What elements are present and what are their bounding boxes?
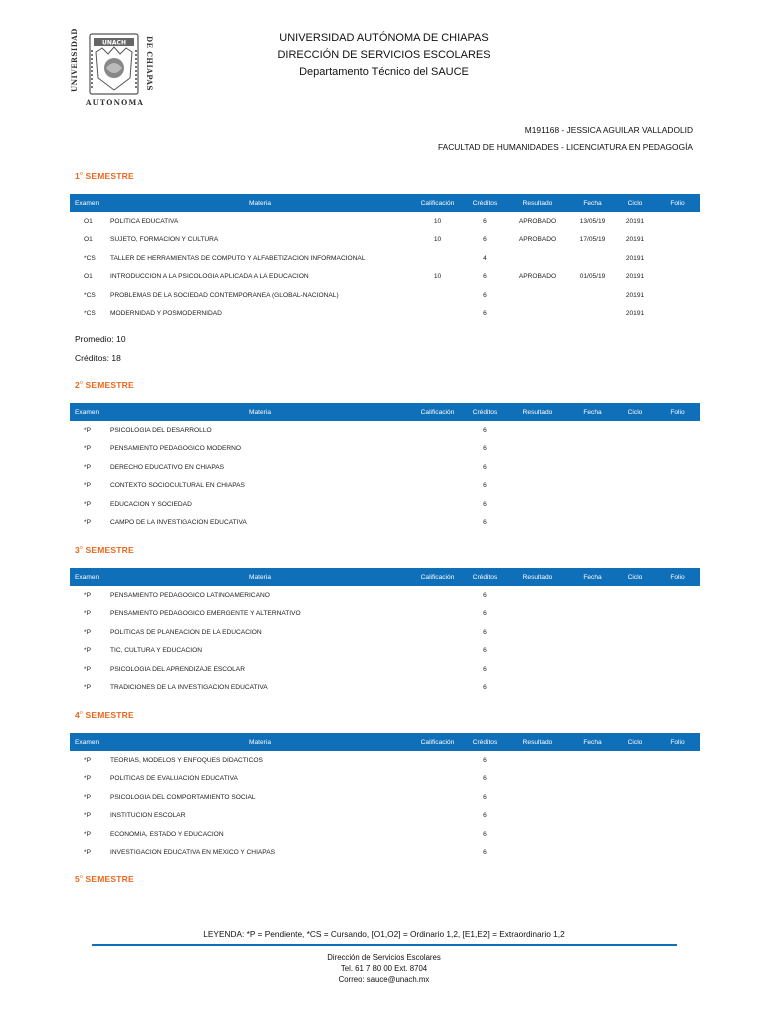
- cell-resultado: [505, 788, 570, 807]
- column-header-creditos: Créditos: [465, 568, 505, 586]
- cell-resultado: [505, 421, 570, 440]
- cell-resultado: [505, 586, 570, 605]
- cell-calificacion: [410, 623, 465, 642]
- cell-examen: *P: [84, 756, 91, 764]
- cell-fecha: [570, 642, 615, 661]
- cell-folio: [655, 660, 700, 679]
- cell-calificacion: [410, 660, 465, 679]
- column-header-resultado: Resultado: [505, 733, 570, 751]
- logo-text-bottom: AUTONOMA: [85, 98, 145, 107]
- cell-examen: *P: [84, 830, 91, 838]
- cell-examen: *P: [84, 610, 91, 618]
- cell-creditos: 6: [483, 684, 487, 692]
- cell-materia: INSTITUCION ESCOLAR: [110, 812, 186, 820]
- table-header-row: [70, 194, 700, 212]
- column-header-ciclo: Ciclo: [615, 733, 655, 751]
- cell-calificacion: [410, 477, 465, 496]
- cell-materia: MODERNIDAD Y POSMODERNIDAD: [110, 310, 222, 318]
- table-row: [70, 268, 700, 287]
- column-header-resultado: Resultado: [505, 403, 570, 421]
- cell-creditos: 6: [483, 519, 487, 527]
- cell-fecha: [570, 770, 615, 789]
- cell-materia: TEORIAS, MODELOS Y ENFOQUES DIDACTICOS: [110, 756, 263, 764]
- cell-fecha: [570, 623, 615, 642]
- cell-creditos: 6: [483, 273, 487, 281]
- cell-examen: O1: [84, 236, 93, 244]
- cell-fecha: [570, 586, 615, 605]
- cell-ciclo: [615, 844, 655, 863]
- cell-materia: PENSAMIENTO PEDAGOGICO EMERGENTE Y ALTERNATIVO: [110, 610, 301, 618]
- semester-2-title: 2$^o$ SEMESTRE: [75, 380, 134, 390]
- student-info: [438, 122, 693, 155]
- column-header-fecha: Fecha: [570, 568, 615, 586]
- cell-examen: *P: [84, 628, 91, 636]
- cell-calificacion: [410, 440, 465, 459]
- cell-creditos: 4: [483, 254, 487, 262]
- table-row: [70, 788, 700, 807]
- cell-creditos: 6: [483, 236, 487, 244]
- cell-folio: [655, 421, 700, 440]
- cell-ciclo: [615, 623, 655, 642]
- cell-examen: *CS: [84, 254, 96, 262]
- cell-creditos: 6: [483, 830, 487, 838]
- university-name: UNIVERSIDAD AUTÓNOMA DE CHIAPAS: [279, 32, 489, 44]
- cell-calificacion: [410, 751, 465, 770]
- cell-materia: TIC, CULTURA Y EDUCACION: [110, 647, 202, 655]
- cell-examen: *P: [84, 812, 91, 820]
- cell-ciclo: [615, 514, 655, 533]
- column-header-materia: Materia: [110, 568, 410, 586]
- cell-calificacion: 10: [433, 236, 442, 244]
- cell-examen: *P: [84, 775, 91, 783]
- cell-fecha: [570, 679, 615, 698]
- cell-calificacion: 10: [433, 273, 442, 281]
- footer-office: Dirección de Servicios Escolares: [327, 953, 441, 962]
- cell-folio: [655, 623, 700, 642]
- semester-1-summary: [75, 330, 126, 367]
- cell-folio: [655, 305, 700, 324]
- cell-creditos: 6: [483, 426, 487, 434]
- cell-fecha: [570, 514, 615, 533]
- cell-ciclo: [615, 660, 655, 679]
- cell-examen: *P: [84, 684, 91, 692]
- semester-4-title: 4$^o$ SEMESTRE: [75, 710, 134, 720]
- column-header-fecha: Fecha: [570, 733, 615, 751]
- logo-text-right: DE CHIAPAS: [145, 35, 154, 91]
- cell-creditos: 6: [483, 665, 487, 673]
- cell-fecha: [570, 660, 615, 679]
- column-header-ciclo: Ciclo: [615, 194, 655, 212]
- cell-calificacion: [410, 825, 465, 844]
- column-header-examen: Examen: [70, 403, 110, 421]
- cell-fecha: 01/05/19: [579, 273, 606, 281]
- cell-fecha: 17/05/19: [579, 236, 606, 244]
- department-name: Departamento Técnico del SAUCE: [299, 66, 469, 78]
- cell-resultado: [505, 770, 570, 789]
- cell-calificacion: [410, 286, 465, 305]
- column-header-calificacion: Calificación: [410, 403, 465, 421]
- cell-resultado: APROBADO: [518, 236, 557, 244]
- column-header-materia: Materia: [110, 194, 410, 212]
- footer-divider: [92, 944, 677, 946]
- cell-materia: DERECHO EDUCATIVO EN CHIAPAS: [110, 463, 225, 471]
- student-id-name: M191168 - JESSICA AGUILAR VALLADOLID: [524, 125, 693, 135]
- cell-resultado: APROBADO: [518, 217, 557, 225]
- cell-resultado: [505, 286, 570, 305]
- cell-calificacion: [410, 679, 465, 698]
- semester-2-table: [70, 403, 700, 532]
- column-header-materia: Materia: [110, 403, 410, 421]
- cell-materia: PSICOLOGIA DEL DESARROLLO: [110, 426, 212, 434]
- cell-fecha: [570, 305, 615, 324]
- cell-ciclo: [615, 825, 655, 844]
- cell-folio: [655, 514, 700, 533]
- cell-folio: [655, 231, 700, 250]
- cell-materia: CONTEXTO SOCIOCULTURAL EN CHIAPAS: [110, 482, 245, 490]
- cell-folio: [655, 825, 700, 844]
- cell-calificacion: [410, 305, 465, 324]
- semester-4-table: [70, 733, 700, 862]
- cell-folio: [655, 679, 700, 698]
- cell-materia: POLITICAS DE PLANEACION DE LA EDUCACION: [110, 628, 262, 636]
- cell-resultado: [505, 751, 570, 770]
- cell-examen: *P: [84, 647, 91, 655]
- cell-folio: [655, 477, 700, 496]
- cell-creditos: 6: [483, 610, 487, 618]
- cell-fecha: 13/05/19: [579, 217, 606, 225]
- cell-creditos: 6: [483, 756, 487, 764]
- cell-creditos: 6: [483, 445, 487, 453]
- cell-calificacion: [410, 249, 465, 268]
- cell-calificacion: [410, 844, 465, 863]
- column-header-folio: Folio: [655, 403, 700, 421]
- cell-folio: [655, 844, 700, 863]
- cell-creditos: 6: [483, 775, 487, 783]
- cell-resultado: [505, 477, 570, 496]
- cell-creditos: 6: [483, 628, 487, 636]
- cell-folio: [655, 788, 700, 807]
- column-header-fecha: Fecha: [570, 194, 615, 212]
- table-row: [70, 477, 700, 496]
- table-row: [70, 458, 700, 477]
- logo-badge: UNACH: [102, 39, 126, 47]
- table-row: [70, 679, 700, 698]
- cell-materia: POLITICA EDUCATIVA: [110, 217, 179, 225]
- table-row: [70, 514, 700, 533]
- table-row: [70, 421, 700, 440]
- column-header-ciclo: Ciclo: [615, 568, 655, 586]
- cell-folio: [655, 458, 700, 477]
- cell-ciclo: [615, 477, 655, 496]
- cell-folio: [655, 642, 700, 661]
- cell-resultado: [505, 660, 570, 679]
- cell-resultado: [505, 679, 570, 698]
- cell-materia: TALLER DE HERRAMIENTAS DE COMPUTO Y ALFABETIZACION INFORMACIONAL: [110, 254, 366, 262]
- table-header-row: [70, 733, 700, 751]
- table-row: [70, 305, 700, 324]
- column-header-creditos: Créditos: [465, 403, 505, 421]
- column-header-calificacion: Calificación: [410, 568, 465, 586]
- cell-examen: *P: [84, 426, 91, 434]
- cell-folio: [655, 268, 700, 287]
- column-header-ciclo: Ciclo: [615, 403, 655, 421]
- cell-fecha: [570, 477, 615, 496]
- cell-fecha: [570, 458, 615, 477]
- cell-creditos: 6: [483, 793, 487, 801]
- cell-examen: *P: [84, 482, 91, 490]
- cell-folio: [655, 286, 700, 305]
- cell-resultado: [505, 305, 570, 324]
- cell-ciclo: [615, 770, 655, 789]
- semester-1-title: 1$^o$ SEMESTRE: [75, 171, 134, 181]
- column-header-folio: Folio: [655, 194, 700, 212]
- cell-examen: *P: [84, 665, 91, 673]
- cell-calificacion: [410, 788, 465, 807]
- column-header-examen: Examen: [70, 733, 110, 751]
- table-row: [70, 286, 700, 305]
- column-header-examen: Examen: [70, 194, 110, 212]
- semester-3-title: 3$^o$ SEMESTRE: [75, 545, 134, 555]
- cell-folio: [655, 605, 700, 624]
- directorate-name: DIRECCIÓN DE SERVICIOS ESCOLARES: [277, 49, 491, 61]
- cell-materia: PENSAMIENTO PEDAGOGICO MODERNO: [110, 445, 242, 453]
- cell-resultado: [505, 440, 570, 459]
- cell-resultado: [505, 514, 570, 533]
- cell-calificacion: [410, 495, 465, 514]
- column-header-creditos: Créditos: [465, 733, 505, 751]
- table-row: [70, 642, 700, 661]
- semester-3-table: [70, 568, 700, 697]
- cell-folio: [655, 770, 700, 789]
- cell-fecha: [570, 605, 615, 624]
- cell-ciclo: [615, 605, 655, 624]
- cell-fecha: [570, 286, 615, 305]
- cell-folio: [655, 212, 700, 231]
- cell-ciclo: 20191: [625, 217, 645, 225]
- cell-fecha: [570, 249, 615, 268]
- creditos-total: Créditos: 18: [75, 352, 121, 363]
- cell-fecha: [570, 440, 615, 459]
- column-header-calificacion: Calificación: [410, 733, 465, 751]
- column-header-folio: Folio: [655, 568, 700, 586]
- cell-creditos: 6: [483, 647, 487, 655]
- cell-fecha: [570, 844, 615, 863]
- cell-fecha: [570, 495, 615, 514]
- logo-text-left: UNIVERSIDAD: [70, 28, 79, 92]
- cell-resultado: [505, 844, 570, 863]
- table-row: [70, 623, 700, 642]
- document-header: [0, 0, 768, 115]
- cell-materia: POLITICAS DE EVALUACION EDUCATIVA: [110, 775, 238, 783]
- institution-titles: [0, 30, 768, 81]
- cell-ciclo: [615, 788, 655, 807]
- cell-resultado: [505, 495, 570, 514]
- cell-calificacion: 10: [433, 217, 442, 225]
- cell-materia: PROBLEMAS DE LA SOCIEDAD CONTEMPORANEA (GLOBAL-NACIONAL): [110, 291, 339, 299]
- cell-creditos: 6: [483, 812, 487, 820]
- cell-calificacion: [410, 458, 465, 477]
- cell-ciclo: [615, 421, 655, 440]
- cell-calificacion: [410, 642, 465, 661]
- cell-folio: [655, 495, 700, 514]
- column-header-folio: Folio: [655, 733, 700, 751]
- cell-ciclo: [615, 495, 655, 514]
- cell-creditos: 6: [483, 849, 487, 857]
- table-header-row: [70, 568, 700, 586]
- footer-contact: [0, 952, 768, 985]
- cell-ciclo: 20191: [625, 291, 645, 299]
- cell-examen: *P: [84, 500, 91, 508]
- cell-ciclo: [615, 679, 655, 698]
- table-row: [70, 495, 700, 514]
- cell-materia: ECONOMIA, ESTADO Y EDUCACION: [110, 830, 224, 838]
- cell-resultado: [505, 623, 570, 642]
- cell-materia: TRADICIONES DE LA INVESTIGACION EDUCATIVA: [110, 684, 268, 692]
- cell-creditos: 6: [483, 482, 487, 490]
- column-header-materia: Materia: [110, 733, 410, 751]
- cell-ciclo: [615, 751, 655, 770]
- cell-resultado: [505, 642, 570, 661]
- cell-creditos: 6: [483, 591, 487, 599]
- cell-materia: SUJETO, FORMACION Y CULTURA: [110, 236, 219, 244]
- cell-resultado: [505, 605, 570, 624]
- cell-materia: PSICOLOGIA DEL APRENDIZAJE ESCOLAR: [110, 665, 245, 673]
- column-header-examen: Examen: [70, 568, 110, 586]
- cell-ciclo: [615, 642, 655, 661]
- cell-ciclo: [615, 807, 655, 826]
- cell-examen: *P: [84, 463, 91, 471]
- cell-examen: *CS: [84, 310, 96, 318]
- cell-examen: *CS: [84, 291, 96, 299]
- cell-fecha: [570, 825, 615, 844]
- column-header-resultado: Resultado: [505, 568, 570, 586]
- cell-examen: O1: [84, 273, 93, 281]
- cell-calificacion: [410, 514, 465, 533]
- table-row: [70, 231, 700, 250]
- promedio: Promedio: 10: [75, 334, 126, 344]
- cell-calificacion: [410, 605, 465, 624]
- cell-calificacion: [410, 586, 465, 605]
- cell-calificacion: [410, 770, 465, 789]
- table-row: [70, 770, 700, 789]
- cell-folio: [655, 807, 700, 826]
- cell-examen: *P: [84, 591, 91, 599]
- footer-phone: Tel. 61 7 80 00 Ext. 8704: [340, 964, 428, 973]
- table-row: [70, 212, 700, 231]
- cell-calificacion: [410, 421, 465, 440]
- cell-materia: CAMPO DE LA INVESTIGACION EDUCATIVA: [110, 519, 247, 527]
- cell-fecha: [570, 751, 615, 770]
- cell-materia: INTRODUCCION A LA PSICOLOGIA APLICADA A LA EDUCACION: [110, 273, 309, 281]
- semester-5-title: 5$^o$ SEMESTRE: [75, 874, 134, 884]
- table-row: [70, 249, 700, 268]
- cell-resultado: APROBADO: [518, 273, 557, 281]
- cell-resultado: [505, 458, 570, 477]
- cell-creditos: 6: [483, 500, 487, 508]
- table-header-row: [70, 403, 700, 421]
- cell-folio: [655, 751, 700, 770]
- cell-examen: *P: [84, 519, 91, 527]
- cell-ciclo: [615, 586, 655, 605]
- table-row: [70, 605, 700, 624]
- cell-creditos: 6: [483, 291, 487, 299]
- cell-resultado: [505, 825, 570, 844]
- cell-ciclo: 20191: [625, 273, 645, 281]
- footer-email: Correo: sauce@unach.mx: [338, 975, 430, 984]
- table-row: [70, 751, 700, 770]
- cell-materia: INVESTIGACION EDUCATIVA EN MEXICO Y CHIAPAS: [110, 849, 275, 857]
- cell-examen: O1: [84, 217, 93, 225]
- cell-folio: [655, 586, 700, 605]
- table-row: [70, 660, 700, 679]
- table-row: [70, 586, 700, 605]
- cell-ciclo: 20191: [625, 254, 645, 262]
- cell-materia: EDUCACION Y SOCIEDAD: [110, 500, 192, 508]
- cell-materia: PENSAMIENTO PEDAGOGICO LATINOAMERICANO: [110, 591, 270, 599]
- cell-calificacion: [410, 807, 465, 826]
- cell-fecha: [570, 421, 615, 440]
- cell-resultado: [505, 807, 570, 826]
- cell-creditos: 6: [483, 463, 487, 471]
- cell-folio: [655, 440, 700, 459]
- cell-fecha: [570, 788, 615, 807]
- cell-examen: *P: [84, 793, 91, 801]
- cell-examen: *P: [84, 849, 91, 857]
- cell-fecha: [570, 807, 615, 826]
- semester-1-table: [70, 194, 700, 323]
- cell-ciclo: [615, 440, 655, 459]
- cell-folio: [655, 249, 700, 268]
- cell-resultado: [505, 249, 570, 268]
- cell-ciclo: 20191: [625, 236, 645, 244]
- table-row: [70, 844, 700, 863]
- cell-creditos: 6: [483, 310, 487, 318]
- legend: LEYENDA: *P = Pendiente, *CS = Cursando, [O1,O2] = Ordinario 1,2, [E1,E2] = Extraordinario 1,2: [203, 929, 565, 939]
- student-faculty: FACULTAD DE HUMANIDADES - LICENCIATURA EN PEDAGOGÍA: [437, 141, 693, 152]
- table-row: [70, 440, 700, 459]
- column-header-fecha: Fecha: [570, 403, 615, 421]
- cell-ciclo: 20191: [625, 310, 645, 318]
- column-header-resultado: Resultado: [505, 194, 570, 212]
- cell-creditos: 6: [483, 217, 487, 225]
- table-row: [70, 825, 700, 844]
- cell-examen: *P: [84, 445, 91, 453]
- cell-ciclo: [615, 458, 655, 477]
- column-header-creditos: Créditos: [465, 194, 505, 212]
- cell-materia: PSICOLOGIA DEL COMPORTAMIENTO SOCIAL: [110, 793, 256, 801]
- column-header-calificacion: Calificación: [410, 194, 465, 212]
- table-row: [70, 807, 700, 826]
